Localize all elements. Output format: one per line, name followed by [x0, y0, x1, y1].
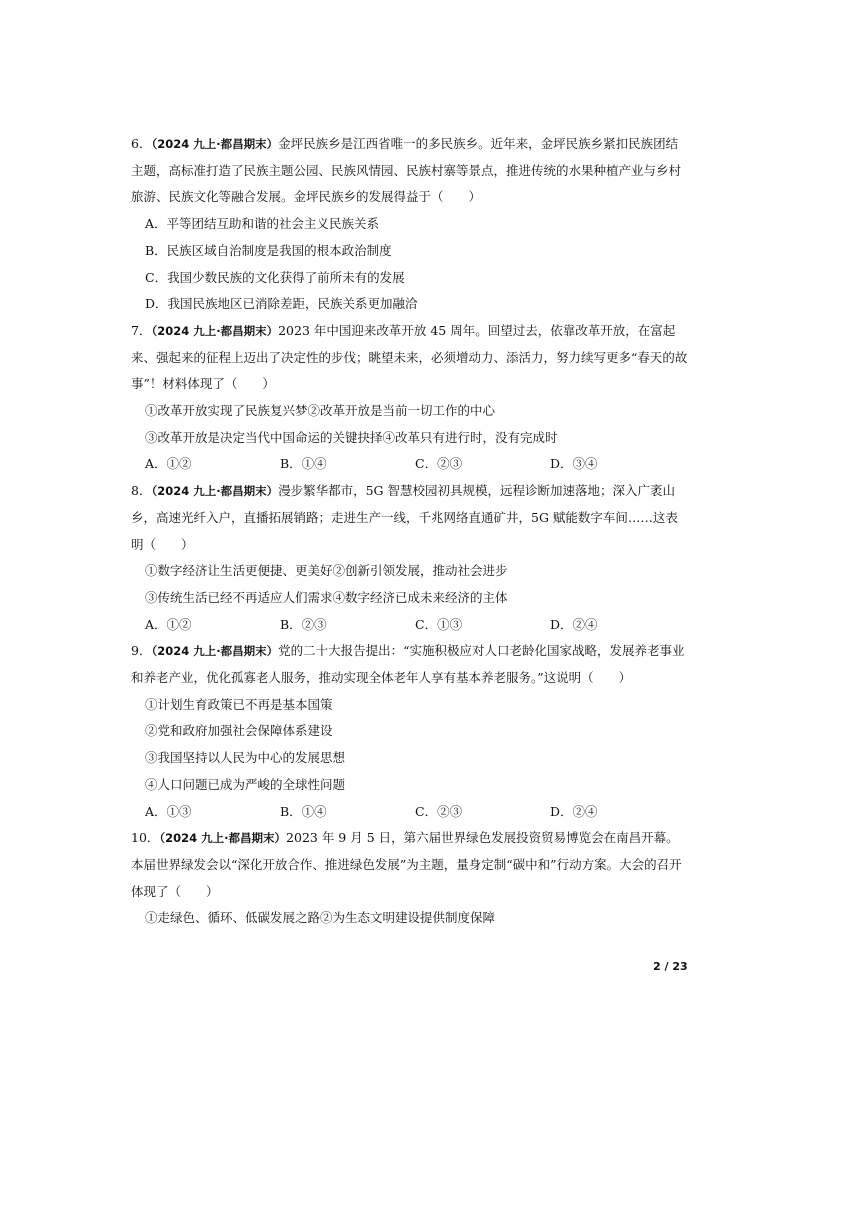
choice-c: C．②③	[415, 456, 463, 472]
question-8	[131, 478, 689, 638]
question-10	[131, 825, 689, 932]
choice-a: A．①②	[145, 616, 192, 632]
statement-line: ①计划生育政策已不再是基本国策	[145, 696, 333, 712]
statement-line: ①改革开放实现了民族复兴梦②改革开放是当前一切工作的中心	[145, 403, 496, 419]
question-stem	[131, 825, 689, 905]
answer-choices	[131, 451, 689, 478]
question-text: 2023 年中国迎来改革开放 45 周年。回望过去，依靠改革开放，在富起来、强起来的征程上迈出了决定性的步伐；眺望未来，必须增动力、添活力，努力续写更多“春天的故事”！材料体现了（ ）	[131, 322, 688, 392]
statement-line: ②党和政府加强社会保障体系建设	[145, 723, 333, 739]
option-d: D．我国民族地区已消除差距，民族关系更加融洽	[145, 296, 418, 312]
choice-d: D．②④	[550, 616, 598, 632]
option-b: B．民族区域自治制度是我国的根本政治制度	[145, 242, 392, 258]
choice-b: B．②③	[280, 616, 327, 632]
answer-choices	[131, 612, 689, 639]
statement-line: ③我国坚持以人民为中心的发展思想	[145, 750, 346, 766]
page-number: 2 / 23	[653, 960, 688, 973]
statement-line: ①走绿色、循环、低碳发展之路②为生态文明建设提供制度保障	[145, 910, 496, 926]
question-number: 9．	[131, 643, 152, 659]
choice-a: A．①②	[145, 456, 192, 472]
option-c: C．我国少数民族的文化获得了前所未有的发展	[145, 269, 405, 285]
question-text: 2023 年 9 月 5 日，第六届世界绿色发展投资贸易博览会在南昌开幕。本届世界绿发会以“深化开放合作、推进绿色发展”为主题，量身定制“碳中和”行动方案。大会的召开体现了（ ）	[131, 830, 682, 899]
question-text: 党的二十大报告提出：“实施积极应对人口老龄化国家战略，发展养老事业和养老产业，优化孤寡老人服务，推动实现全体老年人享有基本养老服务。”这说明（ ）	[131, 643, 685, 686]
question-stem	[131, 318, 689, 398]
question-number: 7．	[131, 322, 152, 338]
question-source: （2024 九上·都昌期末）	[151, 137, 279, 151]
questions-content	[131, 131, 689, 932]
choice-c: C．②③	[415, 803, 463, 819]
question-stem	[131, 478, 689, 558]
option-a: A．平等团结互助和谐的社会主义民族关系	[145, 216, 380, 232]
question-number: 6．	[131, 136, 152, 151]
question-6	[131, 131, 689, 318]
choice-d: D．③④	[550, 456, 598, 472]
statement-line: ③改革开放是决定当代中国命运的关键抉择④改革只有进行时，没有完成时	[145, 429, 558, 445]
question-source: （2024 九上·都昌期末）	[159, 831, 287, 846]
answer-choices	[131, 799, 689, 826]
question-stem	[131, 638, 689, 691]
question-text: 金坪民族乡是江西省唯一的多民族乡。近年来，金坪民族乡紧扣民族团结主题，高标准打造了民族主题公园、民族风情园、民族村寨等景点，推进传统的水果种植产业与乡村旅游、民族文化等融合发展。金坪民族乡的发展得益于（ ）	[131, 136, 682, 205]
choice-c: C．①③	[415, 616, 463, 632]
question-source: （2024 九上·都昌期末）	[151, 644, 279, 659]
choice-d: D．②④	[550, 803, 598, 819]
statement-line: ④人口问题已成为严峻的全球性问题	[145, 776, 346, 792]
question-text: 漫步繁华都市，5G 智慧校园初具规模，远程诊断加速落地；深入广袤山乡，高速光纤入户，直播拓展销路；走进生产一线，千兆网络直通矿井，5G 赋能数字车间……这表明（ ）	[131, 483, 678, 552]
question-number: 8．	[131, 483, 152, 499]
choice-b: B．①④	[280, 803, 327, 819]
question-7	[131, 318, 689, 478]
statement-line: ③传统生活已经不再适应人们需求④数字经济已成未来经济的主体	[145, 589, 508, 605]
question-number: 10．	[131, 830, 160, 846]
question-stem	[131, 131, 689, 211]
statement-line: ①数字经济让生活更便捷、更美好②创新引领发展，推动社会进步	[145, 563, 508, 579]
question-source: （2024 九上·都昌期末）	[151, 484, 279, 499]
question-source: （2024 九上·都昌期末）	[151, 323, 279, 338]
choice-b: B．①④	[280, 456, 327, 472]
question-9	[131, 638, 689, 825]
choice-a: A．①③	[145, 803, 192, 819]
